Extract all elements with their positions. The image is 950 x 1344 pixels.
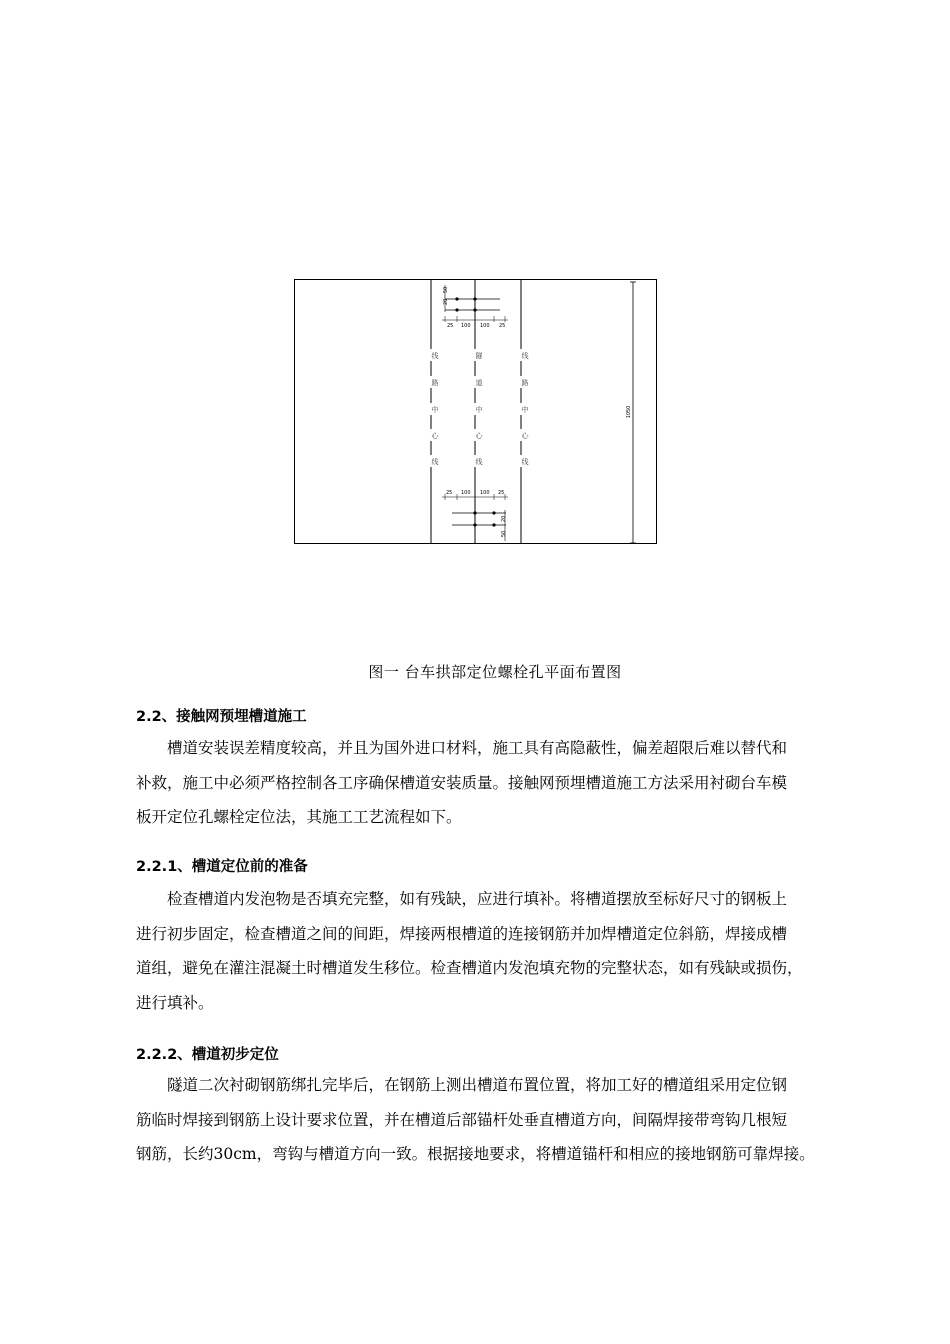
bolt-hole	[492, 523, 495, 526]
section-heading-2-2-1: 2.2.1、槽道定位前的准备	[136, 859, 308, 875]
bolt-hole	[473, 297, 476, 300]
bolt-hole-layout-drawing	[0, 0, 950, 640]
text-line: 筋临时焊接到钢筋上设计要求位置，并在槽道后部锚杆处垂直槽道方向，间隔焊接带弯钩几根短	[136, 1110, 788, 1129]
bolt-hole	[455, 297, 458, 300]
centerline-label-char: 心	[431, 432, 439, 440]
dimension-label: 20	[501, 515, 507, 522]
bolt-hole	[473, 308, 476, 311]
centerline-label-char: 线	[521, 352, 529, 360]
text-line: 检查槽道内发泡物是否填充完整，如有残缺，应进行填补。将槽道摆放至标好尺寸的钢板上	[136, 890, 788, 908]
section-body-2-2	[136, 731, 852, 835]
centerline-label-char: 隧	[475, 352, 483, 360]
centerline-label-char: 线	[521, 458, 529, 466]
dimension-label: 25	[499, 323, 506, 329]
centerline-label-char: 中	[521, 406, 529, 414]
centerline-label-char: 线	[431, 352, 439, 360]
text-line: 进行初步固定，检查槽道之间的间距，焊接两根槽道的连接钢筋并加焊槽道定位斜筋，焊接成槽	[136, 924, 788, 943]
centerline-label-char: 路	[431, 379, 439, 387]
centerline-label-char: 心	[521, 432, 529, 440]
centerline-label-char: 心	[475, 432, 483, 440]
dimension-label: 25	[447, 323, 454, 329]
text-line: 槽道安装误差精度较高，并且为国外进口材料，施工具有高隐蔽性，偏差超限后难以替代和	[136, 739, 788, 757]
dimension-label: 100	[480, 490, 490, 496]
section-heading-2-2-2: 2.2.2、槽道初步定位	[136, 1047, 279, 1063]
bolt-hole	[455, 308, 458, 311]
dimension-label: 25	[446, 490, 453, 496]
dimension-label: 100	[461, 323, 471, 329]
dimension-label: 25	[498, 490, 505, 496]
text-line: 补救，施工中必须严格控制各工序确保槽道安装质量。接触网预埋槽道施工方法采用衬砌台车模	[136, 773, 788, 792]
text-line: 板开定位孔螺栓定位法，其施工工艺流程如下。	[136, 808, 462, 826]
section-heading-2-2: 2.2、接触网预埋槽道施工	[136, 709, 307, 725]
centerline-label-char: 线	[475, 458, 483, 466]
centerline-label-char: 线	[431, 458, 439, 466]
text-line: 钢筋，长约30cm，弯钩与槽道方向一致。根据接地要求，将槽道锚杆和相应的接地钢筋可靠焊接。	[136, 1145, 815, 1163]
text-line: 进行填补。	[136, 993, 214, 1012]
centerline-label-char: 路	[521, 379, 529, 387]
text-line: 隧道二次衬砌钢筋绑扎完毕后，在钢筋上测出槽道布置位置，将加工好的槽道组采用定位钢	[136, 1076, 788, 1094]
centerline-label-char: 道	[475, 379, 483, 387]
dimension-label: 100	[461, 490, 471, 496]
figure-caption: 图一 台车拱部定位螺栓孔平面布置图	[368, 663, 622, 681]
centerline-label-char: 中	[431, 406, 439, 414]
text-line: 道组，避免在灌注混凝土时槽道发生移位。检查槽道内发泡填充物的完整状态，如有残缺或损伤，	[136, 959, 803, 977]
section-body-2-2-1	[136, 882, 852, 1020]
centerline-labels	[426, 349, 530, 467]
centerline-label-char: 中	[475, 406, 483, 414]
dimension-label: 20	[443, 298, 449, 305]
dimension-label: 1050	[626, 405, 632, 419]
bolt-hole	[473, 511, 476, 514]
dimension-label: 50	[443, 286, 449, 293]
dimension-label: 100	[480, 323, 490, 329]
dimension-label: 50	[501, 530, 507, 537]
bolt-hole	[492, 511, 495, 514]
bolt-hole	[473, 523, 476, 526]
section-body-2-2-2	[136, 1068, 852, 1172]
